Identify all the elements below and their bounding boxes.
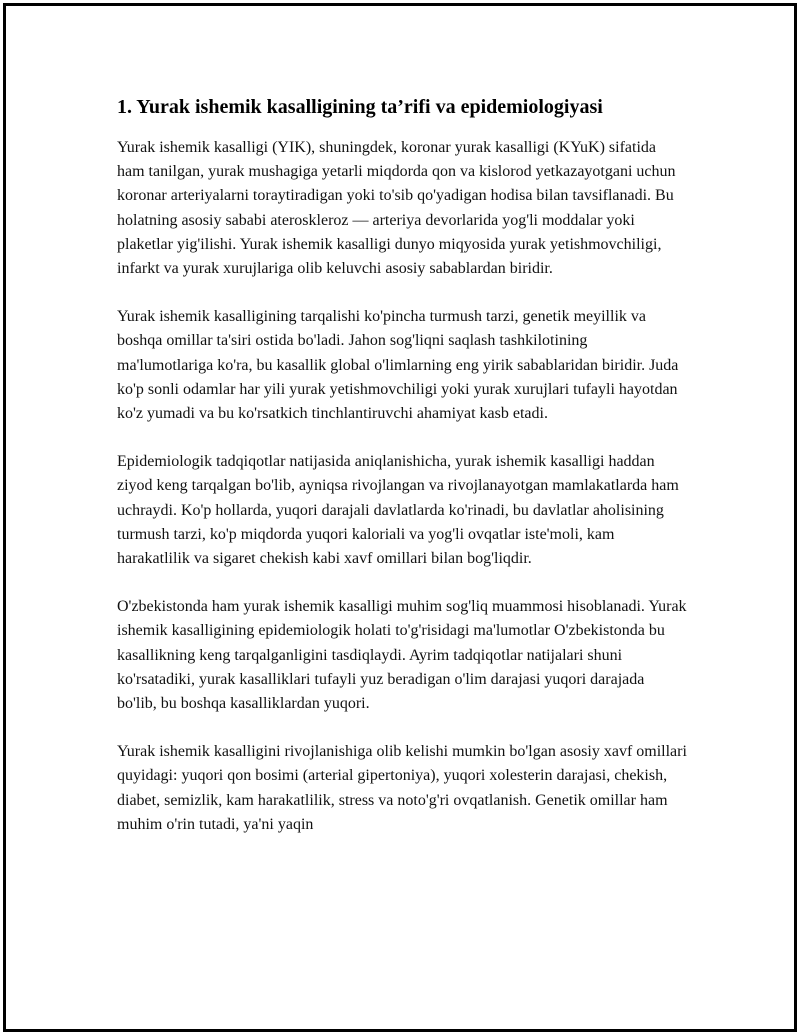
paragraph-uzbekistan: O'zbekistonda ham yurak ishemik kasalligi muhim sog'liq muammosi hisoblanadi. Yurak ishemik kasalligining epidemiologik holati to'g'risidagi ma'lumotlar O'zbekistonda bu kasallikning keng tarqalganligini tasdiqlaydi. Ayrim tadqiqotlar natijalari shuni ko'rsatadiki, yurak kasalliklari tufayli yuz beradigan o'lim darajasi yuqori darajada bo'lib, bu boshqa kasalliklardan yuqori. (117, 598, 687, 713)
document-body (117, 94, 687, 861)
paragraph-risk-factors: Yurak ishemik kasalligini rivojlanishiga olib kelishi mumkin bo'lgan asosiy xavf omillari quyidagi: yuqori qon bosimi (arterial gipertoniya), yuqori xolesterin darajasi, chekish, diabet, semizlik, kam harakatlilik, stress va noto'g'ri ovqatlanish. Genetik omillar ham muhim o'rin tutadi, ya'ni yaqin (117, 743, 687, 833)
paragraph-epidemiology: Epidemiologik tadqiqotlar natijasida aniqlanishicha, yurak ishemik kasalligi haddan ziyod keng tarqalgan bo'lib, ayniqsa rivojlangan va rivojlanayotgan mamlakatlarda ham uchraydi. Ko'p hollarda, yuqori darajali davlatlarda ko'rinadi, bu davlatlar aholisining turmush tarzi, ko'p miqdorda yuqori kaloriali va yog'li ovqatlar iste'moli, kam harakatlilik va sigaret chekish kabi xavf omillari bilan bog'liqdir. (117, 453, 679, 568)
paragraph-prevalence: Yurak ishemik kasalligining tarqalishi ko'pincha turmush tarzi, genetik meyillik va boshqa omillar ta'siri ostida bo'ladi. Jahon sog'liqni saqlash tashkilotining ma'lumotlariga ko'ra, bu kasallik global o'limlarning eng yirik sabablaridan biridir. Juda ko'p sonli odamlar har yili yurak yetishmovchiligi yoki yurak xurujlari tufayli hayotdan ko'z yumadi va bu ko'rsatkich tinchlantiruvchi ahamiyat kasb etadi. (117, 308, 679, 423)
paragraph-definition: Yurak ishemik kasalligi (YIK), shuningdek, koronar yurak kasalligi (KYuK) sifatida ham tanilgan, yurak mushagiga yetarli miqdorda qon va kislorod yetkazayotgani uchun koronar arteriyalarni toraytiradigan yoki to'sib qo'yadigan hodisa bilan tavsiflanadi. Bu holatning asosiy sababi ateroskleroz — arteriya devorlarida yog'li moddalar yoki plaketlar yig'ilishi. Yurak ishemik kasalligi dunyo miqyosida yurak yetishmovchiligi, infarkt va yurak xurujlariga olib keluvchi asosiy sabablardan biridir. (117, 139, 676, 278)
section-heading: 1. Yurak ishemik kasalligining ta’rifi va epidemiologiyasi (117, 96, 603, 118)
